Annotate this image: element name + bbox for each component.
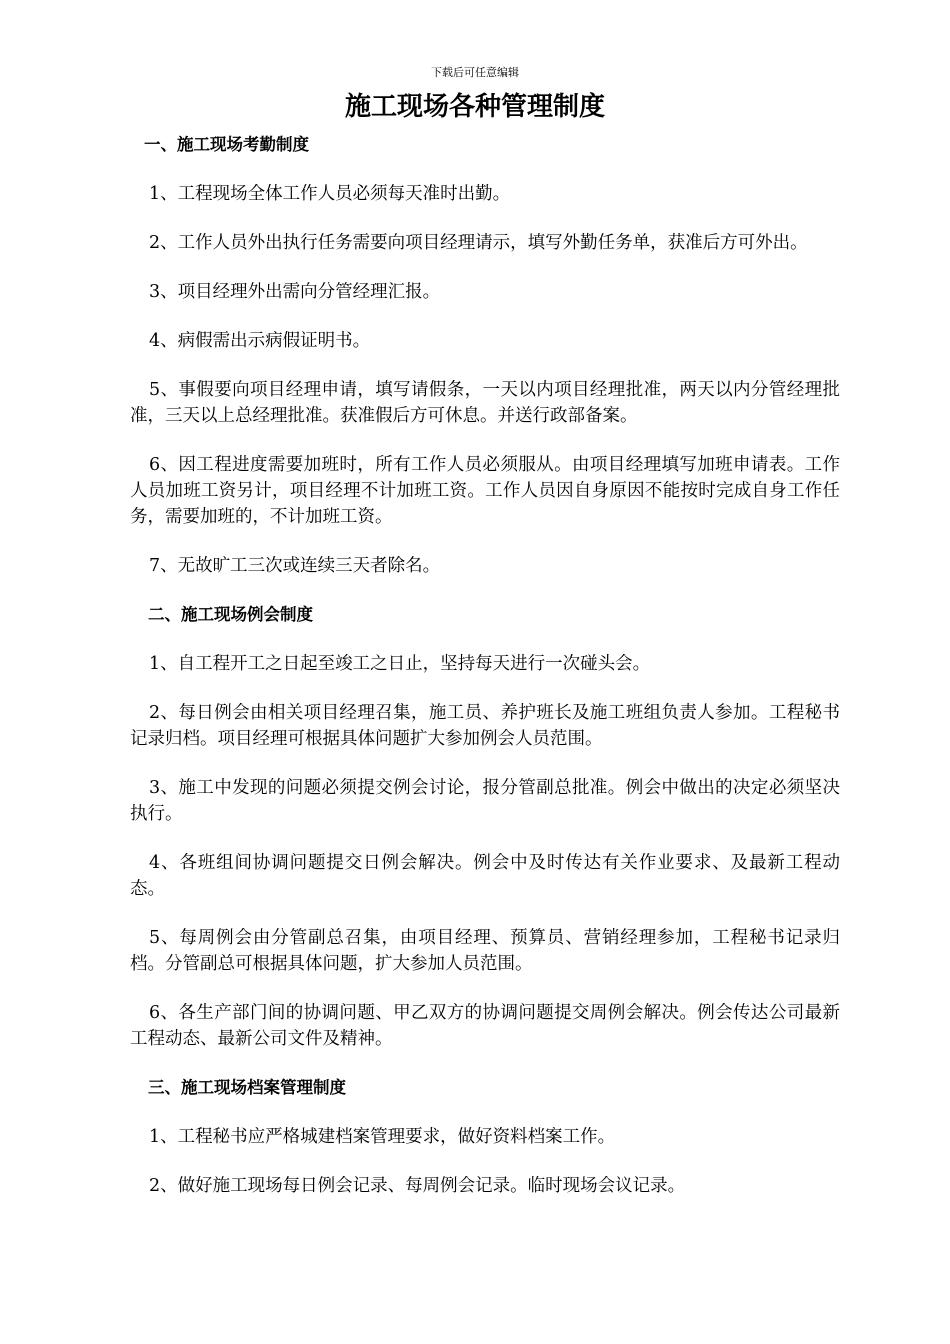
paragraph: 1、自工程开工之日起至竣工之日止，坚持每天进行一次碰头会。 — [149, 654, 651, 674]
header-note: 下载后可任意编辑 — [431, 66, 519, 79]
paragraph: 6、各生产部门间的协调问题、甲乙双方的协调问题提交周例会解决。例会传达公司最新工程动态、最新公司文件及精神。 — [130, 1003, 840, 1049]
paragraph: 1、工程秘书应严格城建档案管理要求，做好资料档案工作。 — [149, 1127, 616, 1147]
paragraph: 2、工作人员外出执行任务需要向项目经理请示，填写外勤任务单，获准后方可外出。 — [149, 233, 808, 253]
paragraph: 5、事假要向项目经理申请，填写请假条，一天以内项目经理批准，两天以内分管经理批准，三天以上总经理批准。获准假后方可休息。并送行政部备案。 — [130, 380, 840, 426]
section-heading-meetings: 二、施工现场例会制度 — [148, 605, 313, 624]
paragraph: 4、各班组间协调问题提交日例会解决。例会中及时传达有关作业要求、及最新工程动态。 — [130, 853, 840, 899]
paragraph: 2、做好施工现场每日例会记录、每周例会记录。临时现场会议记录。 — [149, 1176, 686, 1196]
document-title: 施工现场各种管理制度 — [344, 92, 605, 122]
paragraph: 4、病假需出示病假证明书。 — [149, 331, 371, 351]
paragraph: 1、工程现场全体工作人员必须每天准时出勤。 — [149, 184, 511, 204]
section-heading-archives: 三、施工现场档案管理制度 — [148, 1078, 346, 1097]
paragraph: 3、项目经理外出需向分管经理汇报。 — [149, 282, 441, 302]
document-body — [130, 132, 840, 1222]
paragraph: 7、无故旷工三次或连续三天者除名。 — [149, 556, 441, 576]
paragraph: 3、施工中发现的问题必须提交例会讨论，报分管副总批准。例会中做出的决定必须坚决执行。 — [130, 778, 840, 824]
paragraph: 5、每周例会由分管副总召集，由项目经理、预算员、营销经理参加，工程秘书记录归档。分管副总可根据具体问题，扩大参加人员范围。 — [130, 928, 840, 974]
paragraph: 6、因工程进度需要加班时，所有工作人员必须服从。由项目经理填写加班申请表。工作人员加班工资另计，项目经理不计加班工资。工作人员因自身原因不能按时完成自身工作任务，需要加班的，不计加班工资。 — [130, 455, 840, 527]
section-heading-attendance: 一、施工现场考勤制度 — [144, 135, 309, 154]
paragraph: 2、每日例会由相关项目经理召集，施工员、养护班长及施工班组负责人参加。工程秘书记录归档。项目经理可根据具体问题扩大参加例会人员范围。 — [130, 703, 840, 749]
